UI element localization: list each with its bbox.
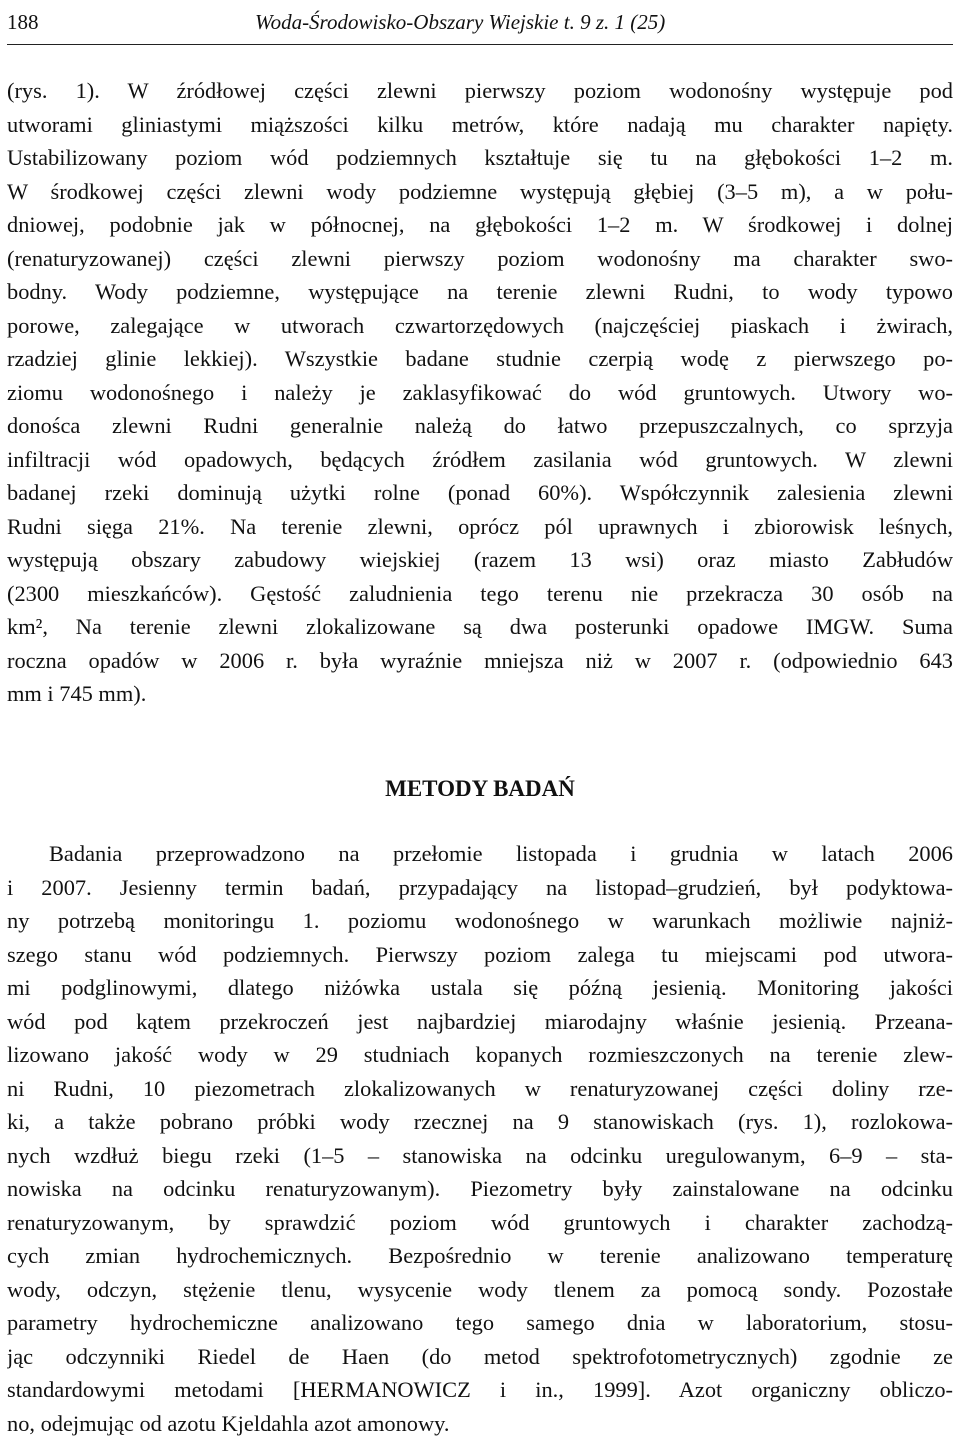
text-line: mi podglinowymi, dlatego niżówka ustala się późną jesienią. Monitoring jakości — [7, 975, 953, 1000]
text-line: dniowej, podobnie jak w północnej, na głębokości 1–2 m. W środkowej i dolnej — [7, 212, 953, 237]
text-line: Rudni sięga 21%. Na terenie zlewni, oprócz pól uprawnych i zbiorowisk leśnych, — [7, 513, 953, 539]
text-line: szego stanu wód podziemnych. Pierwszy poziom zalega tu miejscami pod utwora- — [7, 941, 953, 967]
text-line: cych zmian hydrochemicznych. Bezpośrednio w terenie analizowano temperaturę — [7, 1243, 953, 1268]
text-line: bodny. Wody podziemne, występujące na terenie zlewni Rudni, to wody typowo — [7, 279, 953, 304]
text-line: donośca zlewni Rudni generalnie należą do łatwo przepuszczalnych, co sprzyja — [7, 413, 953, 438]
text-line: lizowano jakość wody w 29 studniach kopanych rozmieszczonych na terenie zlew- — [7, 1042, 953, 1067]
text-line: porowe, zalegające w utworach czwartorzędowych (najczęściej piaskach i żwirach, — [7, 312, 953, 338]
text-line: roczna opadów w 2006 r. była wyraźnie mniejsza niż w 2007 r. (odpowiednio 643 — [7, 647, 953, 673]
text-line: standardowymi metodami [HERMANOWICZ i in., 1999]. Azot organiczny obliczo- — [7, 1377, 953, 1402]
text-line: infiltracji wód opadowych, będących źródłem zasilania wód gruntowych. W zlewni — [7, 446, 953, 472]
text-line: (renaturyzowanej) części zlewni pierwszy poziom wodonośny ma charakter swo- — [7, 245, 953, 271]
text-line: nowiska na odcinku renaturyzowanym). Piezometry były zainstalowane na odcinku — [7, 1176, 953, 1201]
text-line: rzadziej glinie lekkiej). Wszystkie badane studnie czerpią wodę z pierwszego po- — [7, 346, 953, 371]
text-line: badanej rzeki dominują użytki rolne (ponad 60%). Współczynnik zalesienia zlewni — [7, 480, 953, 505]
text-line: (rys. 1). W źródłowej części zlewni pierwszy poziom wodonośny występuje pod — [7, 78, 953, 103]
text-line: (2300 mieszkańców). Gęstość zaludnienia tego terenu nie przekracza 30 osób na — [7, 580, 953, 606]
text-line: nych wzdłuż biegu rzeki (1–5 – stanowiska na odcinku uregulowanym, 6–9 – sta- — [7, 1142, 953, 1168]
text-line: wód pod kątem przekroczeń jest najbardziej miarodajny właśnie jesienią. Przeana- — [7, 1008, 953, 1034]
text-line: wody, odczyn, stężenie tlenu, wysycenie wody tlenem za pomocą sondy. Pozostałe — [7, 1276, 953, 1302]
text-line: utworami gliniastymi miąższości kilku metrów, które nadają mu charakter napięty. — [7, 111, 953, 137]
text-line: jąc odczynniki Riedel de Haen (do metod spektrofotometrycznych) zgodnie ze — [7, 1343, 953, 1369]
text-line: parametry hydrochemiczne analizowano tego samego dnia w laboratorium, stosu- — [7, 1310, 953, 1335]
text-line: ziomu wodonośnego i należy je zaklasyfikować do wód gruntowych. Utwory wo- — [7, 379, 953, 405]
running-head: Woda-Środowisko-Obszary Wiejskie t. 9 z. 1 (25) — [255, 10, 666, 34]
text-line: mm i 745 mm). — [7, 681, 147, 706]
text-line: ny potrzebą monitoringu 1. poziomu wodonośnego w warunkach możliwie najniż- — [7, 908, 953, 933]
text-line: Badania przeprowadzono na przełomie listopada i grudnia w latach 2006 — [49, 841, 953, 866]
text-line: występują obszary zabudowy wiejskiej (razem 13 wsi) oraz miasto Zabłudów — [7, 547, 953, 572]
text-line: ni Rudni, 10 piezometrach zlokalizowanych w renaturyzowanej części doliny rze- — [7, 1075, 953, 1101]
text-line: i 2007. Jesienny termin badań, przypadający na listopad–grudzień, był podyktowa- — [7, 874, 953, 900]
text-line: km², Na terenie zlewni zlokalizowane są dwa posterunki opadowe IMGW. Suma — [7, 614, 953, 639]
text-line: Ustabilizowany poziom wód podziemnych kształtuje się tu na głębokości 1–2 m. — [7, 145, 953, 170]
text-line: W środkowej części zlewni wody podziemne występują głębiej (3–5 m), a w połu- — [7, 178, 953, 204]
header-rule — [7, 44, 953, 45]
text-line: renaturyzowanym, by sprawdzić poziom wód gruntowych i charakter zachodzą- — [7, 1209, 953, 1235]
page-number: 188 — [7, 10, 39, 34]
page-header — [7, 6, 953, 38]
section-heading: METODY BADAŃ — [385, 776, 575, 801]
text-line: no, odejmując od azotu Kjeldahla azot amonowy. — [7, 1410, 450, 1436]
text-line: ki, a także pobrano próbki wody rzecznej na 9 stanowiskach (rys. 1), rozlokowa- — [7, 1109, 953, 1134]
